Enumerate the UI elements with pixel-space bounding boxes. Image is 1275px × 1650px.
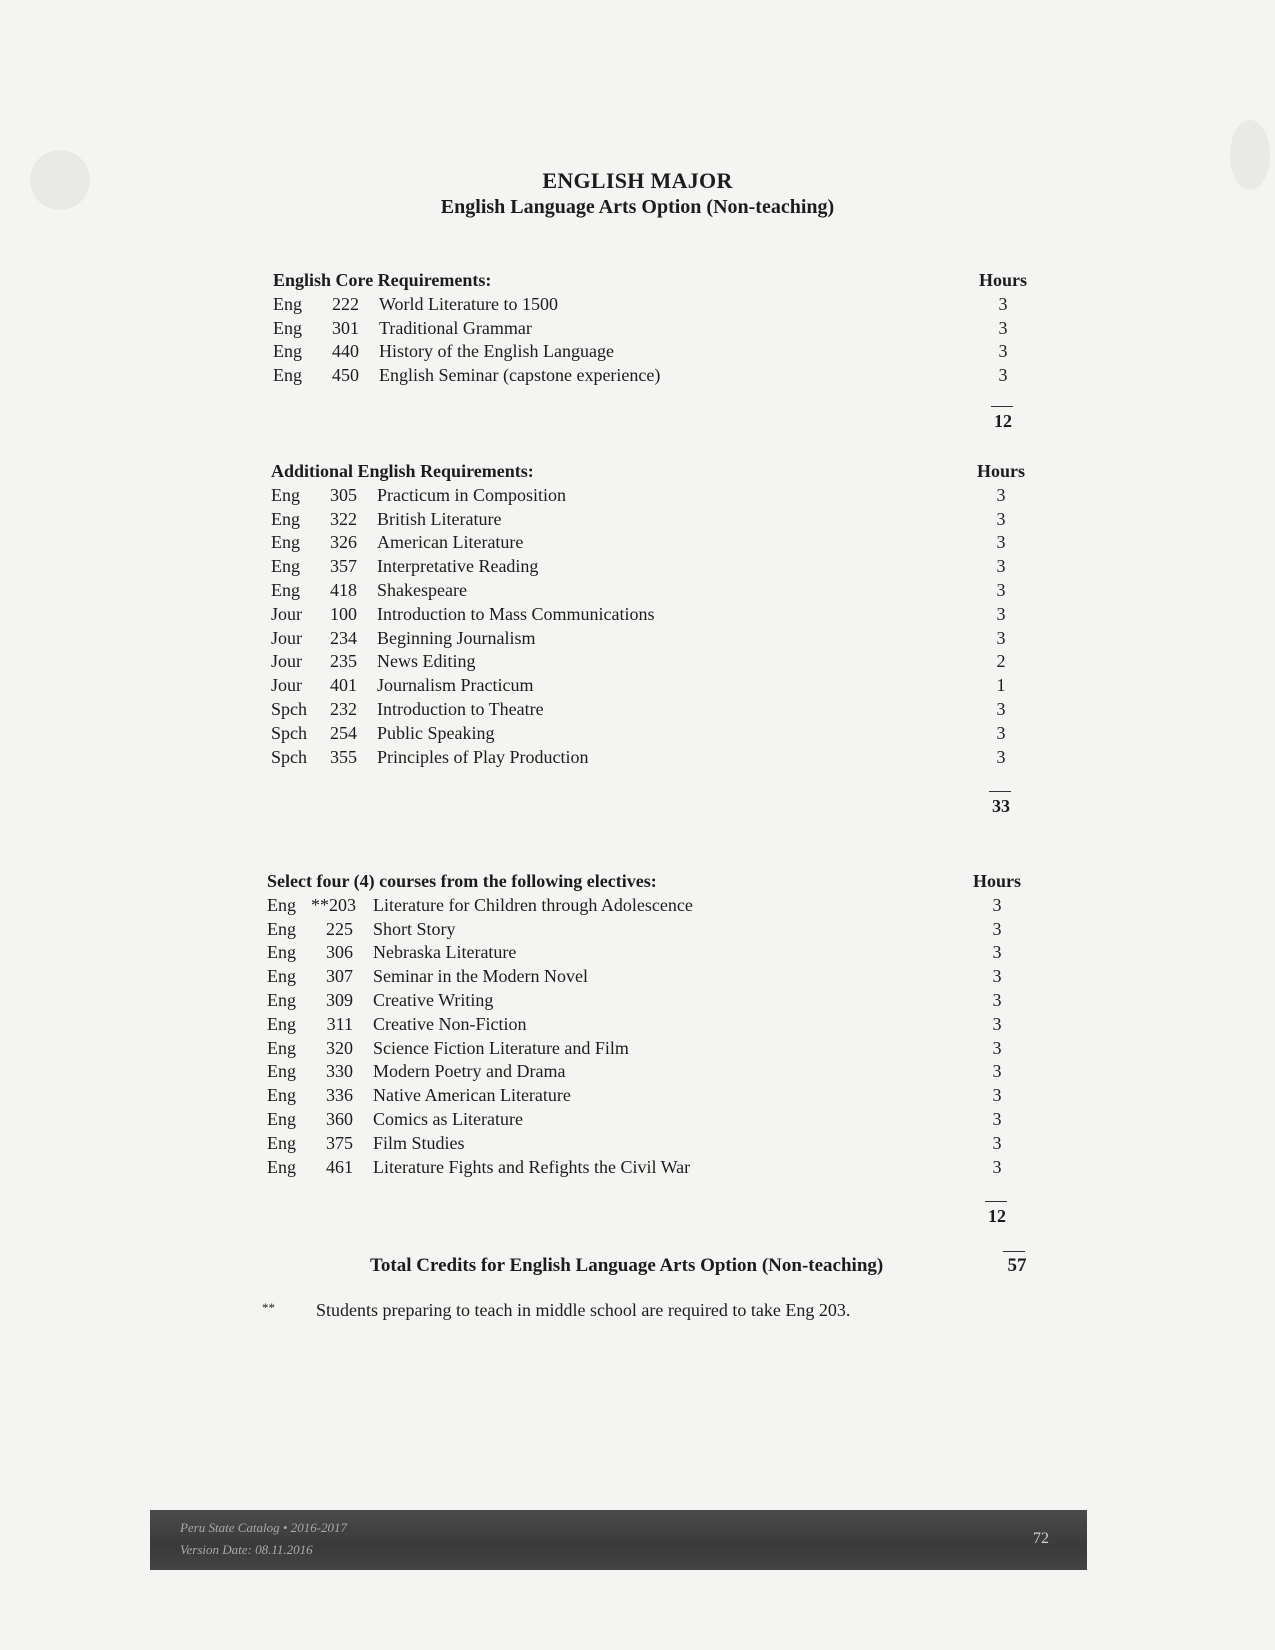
hours-column-heading: Hours bbox=[978, 270, 1027, 290]
course-row bbox=[267, 1084, 1027, 1108]
course-row bbox=[271, 555, 1031, 579]
footer-catalog-line: Peru State Catalog • 2016-2017 bbox=[180, 1520, 348, 1535]
course-title: British Literature bbox=[377, 508, 502, 529]
course-row bbox=[273, 364, 1033, 388]
course-hours: 3 bbox=[992, 894, 1002, 915]
course-dept: Eng bbox=[271, 508, 300, 529]
course-row bbox=[271, 579, 1031, 603]
course-number: 222 bbox=[332, 293, 359, 314]
course-row bbox=[267, 1132, 1027, 1156]
course-number: 461 bbox=[326, 1156, 353, 1177]
course-row bbox=[267, 1037, 1027, 1061]
course-title: Comics as Literature bbox=[373, 1108, 523, 1129]
course-title: Literature Fights and Refights the Civil War bbox=[373, 1156, 691, 1177]
course-number: 336 bbox=[326, 1085, 353, 1106]
section-core-requirements bbox=[273, 269, 1033, 431]
footnote-text: Students preparing to teach in middle school are required to take Eng 203. bbox=[316, 1300, 851, 1320]
course-number: 307 bbox=[326, 966, 353, 987]
course-number: 254 bbox=[330, 722, 357, 743]
course-dept: Eng bbox=[267, 1085, 296, 1106]
course-row bbox=[271, 627, 1031, 651]
course-row bbox=[271, 674, 1031, 698]
course-row bbox=[271, 722, 1031, 746]
course-number: 320 bbox=[326, 1037, 353, 1058]
grand-total-rule bbox=[1003, 1251, 1025, 1252]
course-number: 330 bbox=[326, 1061, 353, 1082]
course-number: 360 bbox=[326, 1108, 353, 1129]
section-subtotal: 33 bbox=[992, 796, 1010, 816]
course-number: 235 bbox=[330, 651, 357, 672]
page-number: 72 bbox=[1033, 1530, 1049, 1547]
course-number: 309 bbox=[326, 989, 353, 1010]
course-dept: Spch bbox=[271, 722, 307, 743]
course-title: World Literature to 1500 bbox=[379, 293, 558, 314]
course-title: Interpretative Reading bbox=[377, 556, 539, 577]
course-hours: 3 bbox=[996, 746, 1006, 767]
course-dept: Eng bbox=[271, 579, 300, 600]
page-subtitle: English Language Arts Option (Non-teaching) bbox=[440, 196, 835, 218]
course-title: Introduction to Theatre bbox=[377, 698, 544, 719]
course-dept: Eng bbox=[267, 918, 296, 939]
section-additional-requirements bbox=[271, 460, 1031, 816]
course-row bbox=[267, 894, 1027, 918]
section-heading: Additional English Requirements: bbox=[271, 461, 534, 481]
course-dept: Eng bbox=[267, 1108, 296, 1129]
course-row bbox=[273, 293, 1033, 317]
course-row bbox=[267, 1060, 1027, 1084]
course-dept: Eng bbox=[267, 1061, 296, 1082]
course-number: 355 bbox=[330, 746, 357, 767]
course-hours: 3 bbox=[992, 1037, 1002, 1058]
course-title: American Literature bbox=[377, 532, 524, 553]
course-dept: Eng bbox=[273, 341, 302, 362]
section-electives bbox=[267, 870, 1027, 1226]
course-title: Creative Writing bbox=[373, 989, 494, 1010]
course-list bbox=[273, 293, 1033, 388]
course-dept: Eng bbox=[273, 365, 302, 386]
section-heading: Select four (4) courses from the following electives: bbox=[267, 871, 657, 891]
course-list bbox=[267, 894, 1027, 1180]
course-title: Short Story bbox=[373, 918, 456, 939]
subtotal-rule bbox=[989, 791, 1011, 792]
course-hours: 3 bbox=[996, 627, 1006, 648]
course-row bbox=[271, 698, 1031, 722]
course-title: Literature for Children through Adolescence bbox=[373, 894, 693, 915]
course-number: 322 bbox=[330, 508, 357, 529]
course-hours: 3 bbox=[992, 1085, 1002, 1106]
course-row bbox=[271, 650, 1031, 674]
course-row bbox=[271, 746, 1031, 770]
course-dept: Jour bbox=[271, 627, 302, 648]
course-hours: 3 bbox=[998, 317, 1008, 338]
course-number: 401 bbox=[330, 675, 357, 696]
course-title: English Seminar (capstone experience) bbox=[379, 365, 661, 386]
course-hours: 3 bbox=[992, 1108, 1002, 1129]
course-row bbox=[273, 317, 1033, 341]
course-title: Creative Non-Fiction bbox=[373, 1013, 527, 1034]
course-hours: 3 bbox=[998, 365, 1008, 386]
course-hours: 2 bbox=[996, 651, 1006, 672]
course-dept: Eng bbox=[267, 1037, 296, 1058]
course-hours: 3 bbox=[996, 556, 1006, 577]
course-row bbox=[267, 989, 1027, 1013]
course-number: 305 bbox=[330, 484, 357, 505]
course-dept: Eng bbox=[273, 293, 302, 314]
course-title: Shakespeare bbox=[377, 579, 467, 600]
course-title: History of the English Language bbox=[379, 341, 614, 362]
subtotal-rule bbox=[985, 1201, 1007, 1202]
course-hours: 3 bbox=[992, 1156, 1002, 1177]
course-number: 234 bbox=[330, 627, 357, 648]
course-title: Film Studies bbox=[373, 1132, 465, 1153]
course-hours: 3 bbox=[992, 1061, 1002, 1082]
course-dept: Jour bbox=[271, 651, 302, 672]
course-number: 418 bbox=[330, 579, 357, 600]
course-hours: 3 bbox=[996, 484, 1006, 505]
course-hours: 1 bbox=[996, 675, 1006, 696]
course-row bbox=[267, 1108, 1027, 1132]
grand-total-value: 57 bbox=[1007, 1255, 1027, 1276]
course-row bbox=[267, 918, 1027, 942]
course-dept: Jour bbox=[271, 603, 302, 624]
course-dept: Jour bbox=[271, 675, 302, 696]
course-hours: 3 bbox=[996, 579, 1006, 600]
course-hours: 3 bbox=[992, 966, 1002, 987]
course-number: 311 bbox=[326, 1013, 353, 1034]
course-row bbox=[267, 1156, 1027, 1180]
course-number: 357 bbox=[330, 556, 357, 577]
course-title: Introduction to Mass Communications bbox=[377, 603, 655, 624]
course-hours: 3 bbox=[992, 1013, 1002, 1034]
course-hours: 3 bbox=[996, 508, 1006, 529]
course-row bbox=[267, 1013, 1027, 1037]
course-row bbox=[271, 603, 1031, 627]
course-hours: 3 bbox=[998, 341, 1008, 362]
course-row bbox=[271, 531, 1031, 555]
section-header bbox=[271, 460, 1031, 484]
course-number: 306 bbox=[326, 942, 353, 963]
course-title: Journalism Practicum bbox=[377, 675, 534, 696]
course-row bbox=[271, 508, 1031, 532]
footnote-mark: ** bbox=[262, 1300, 275, 1315]
course-title: Public Speaking bbox=[377, 722, 495, 743]
section-header bbox=[273, 269, 1033, 293]
course-dept: Spch bbox=[271, 698, 307, 719]
course-hours: 3 bbox=[996, 532, 1006, 553]
section-subtotal: 12 bbox=[988, 1206, 1006, 1226]
course-dept: Eng bbox=[267, 989, 296, 1010]
course-dept: Eng bbox=[267, 966, 296, 987]
course-dept: Eng bbox=[267, 1013, 296, 1034]
course-list bbox=[271, 484, 1031, 770]
course-number: 225 bbox=[326, 918, 353, 939]
course-number: 326 bbox=[330, 532, 357, 553]
course-title: Science Fiction Literature and Film bbox=[373, 1037, 629, 1058]
course-title: News Editing bbox=[377, 651, 476, 672]
course-number: 301 bbox=[332, 317, 359, 338]
course-number: 440 bbox=[332, 341, 359, 362]
section-subtotal: 12 bbox=[994, 411, 1012, 431]
course-title: Modern Poetry and Drama bbox=[373, 1061, 566, 1082]
page-footer bbox=[150, 1510, 1087, 1570]
course-dept: Eng bbox=[267, 942, 296, 963]
footer-version-line: Version Date: 08.11.2016 bbox=[180, 1542, 313, 1557]
course-hours: 3 bbox=[992, 918, 1002, 939]
page-title: ENGLISH MAJOR bbox=[542, 168, 733, 193]
course-hours: 3 bbox=[998, 293, 1008, 314]
course-hours: 3 bbox=[996, 722, 1006, 743]
course-title: Principles of Play Production bbox=[377, 746, 589, 767]
course-dept: Eng bbox=[271, 532, 300, 553]
course-dept: Spch bbox=[271, 746, 307, 767]
course-title: Beginning Journalism bbox=[377, 627, 536, 648]
course-hours: 3 bbox=[996, 698, 1006, 719]
course-title: Nebraska Literature bbox=[373, 942, 517, 963]
section-heading: English Core Requirements: bbox=[273, 270, 492, 290]
course-row bbox=[267, 965, 1027, 989]
hours-column-heading: Hours bbox=[972, 871, 1021, 891]
course-number: **203 bbox=[311, 894, 356, 915]
course-dept: Eng bbox=[271, 556, 300, 577]
section-header bbox=[267, 870, 1027, 894]
course-dept: Eng bbox=[273, 317, 302, 338]
course-hours: 3 bbox=[992, 989, 1002, 1010]
subtotal-rule bbox=[991, 406, 1013, 407]
course-hours: 3 bbox=[992, 1132, 1002, 1153]
course-title: Practicum in Composition bbox=[377, 484, 566, 505]
course-number: 450 bbox=[332, 365, 359, 386]
hours-column-heading: Hours bbox=[976, 461, 1025, 481]
course-hours: 3 bbox=[992, 942, 1002, 963]
course-title: Native American Literature bbox=[373, 1085, 571, 1106]
course-number: 232 bbox=[330, 698, 357, 719]
course-number: 375 bbox=[326, 1132, 353, 1153]
course-hours: 3 bbox=[996, 603, 1006, 624]
course-dept: Eng bbox=[271, 484, 300, 505]
course-row bbox=[271, 484, 1031, 508]
course-title: Traditional Grammar bbox=[379, 317, 532, 338]
course-row bbox=[267, 941, 1027, 965]
course-number: 100 bbox=[330, 603, 357, 624]
course-dept: Eng bbox=[267, 1156, 296, 1177]
grand-total-label: Total Credits for English Language Arts Option (Non-teaching) bbox=[370, 1255, 884, 1276]
course-title: Seminar in the Modern Novel bbox=[373, 966, 588, 987]
course-row bbox=[273, 340, 1033, 364]
course-dept: Eng bbox=[267, 894, 296, 915]
course-dept: Eng bbox=[267, 1132, 296, 1153]
